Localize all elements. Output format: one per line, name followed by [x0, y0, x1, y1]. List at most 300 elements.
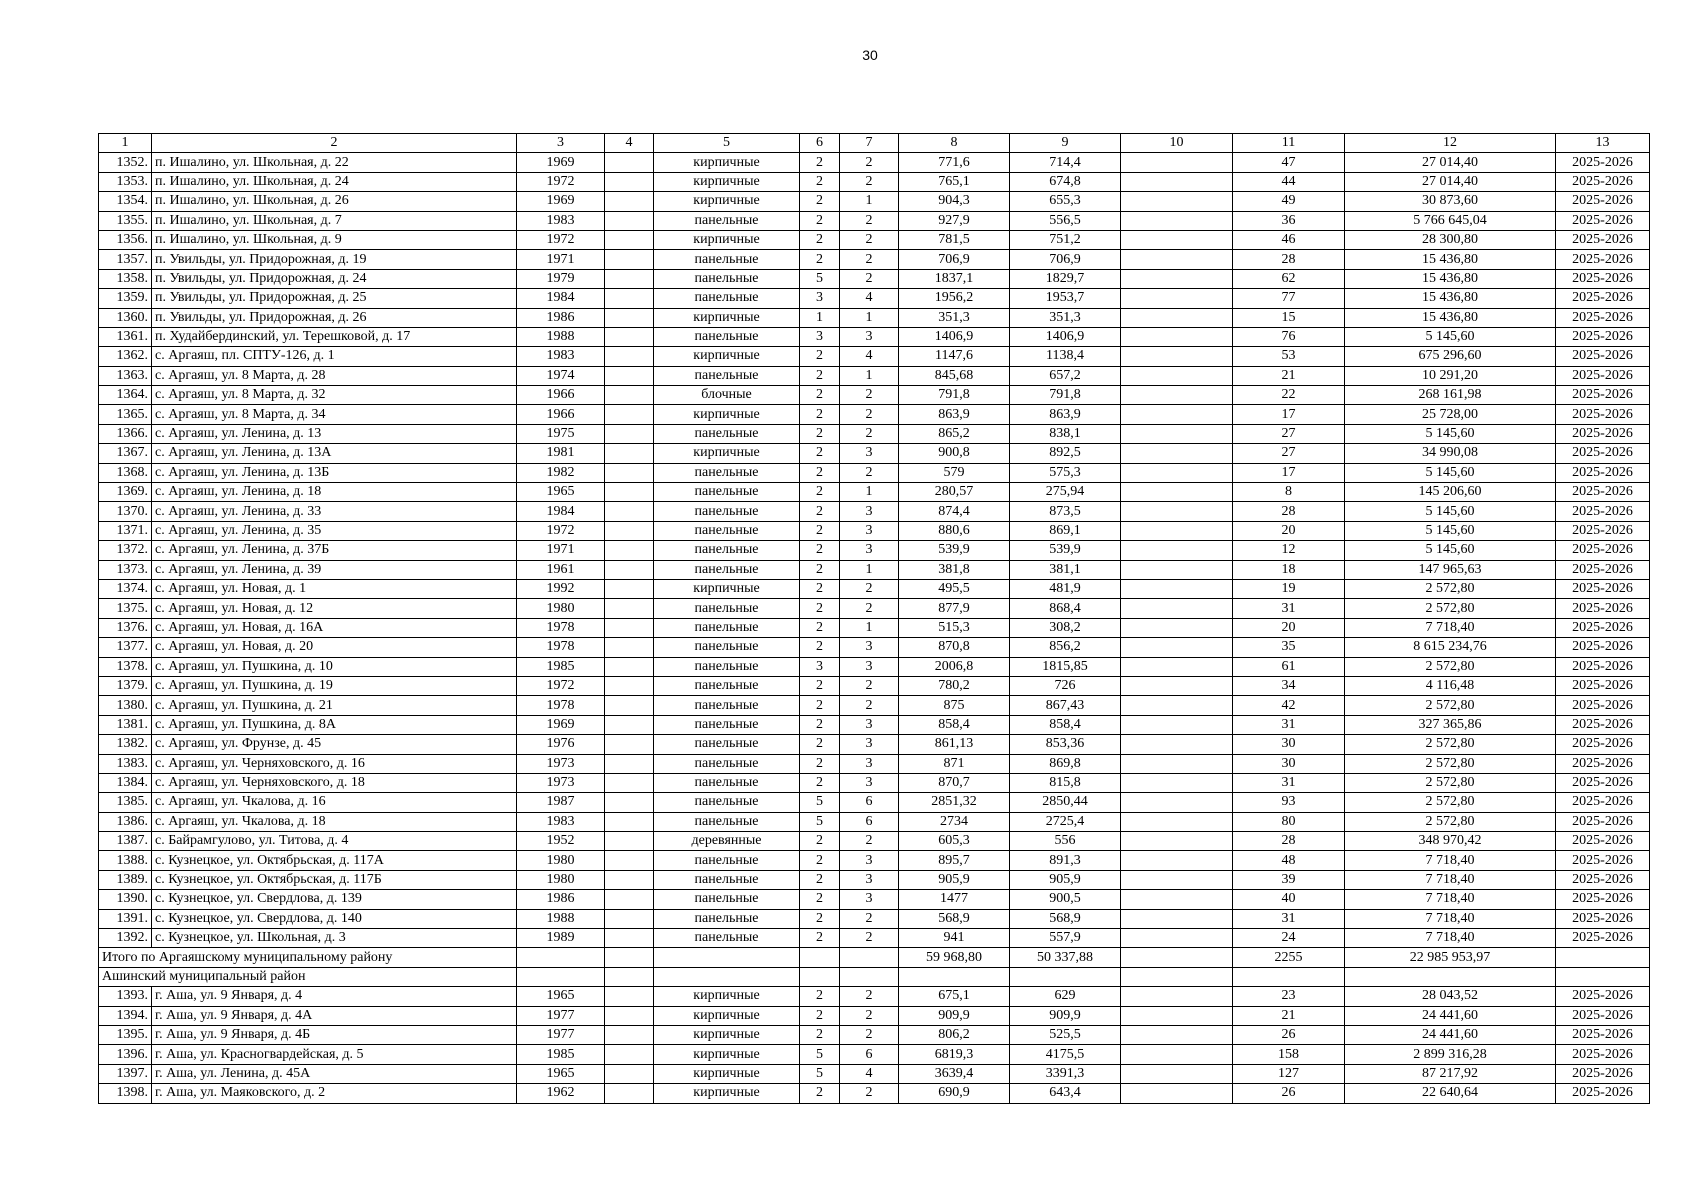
row-number-cell: 1361.	[99, 327, 152, 346]
living-area-cell: 481,9	[1010, 579, 1121, 598]
floors-cell: 3	[800, 289, 840, 308]
col10-cell	[1121, 832, 1233, 851]
cost-cell: 15 436,80	[1345, 289, 1556, 308]
floors-cell: 2	[800, 754, 840, 773]
period-cell: 2025-2026	[1556, 483, 1650, 502]
address-cell: г. Аша, ул. 9 Января, д. 4	[152, 987, 517, 1006]
cost-cell: 348 970,42	[1345, 832, 1556, 851]
period-cell: 2025-2026	[1556, 735, 1650, 754]
row-number-cell: 1383.	[99, 754, 152, 773]
address-cell: п. Увильды, ул. Придорожная, д. 24	[152, 269, 517, 288]
column-number-10: 10	[1121, 134, 1233, 153]
wall-material-cell: панельные	[654, 676, 800, 695]
total-area-cell: 280,57	[899, 483, 1010, 502]
col4-cell	[605, 618, 654, 637]
residents-cell: 19	[1233, 579, 1345, 598]
floors-cell: 3	[800, 327, 840, 346]
total-area-cell: 780,2	[899, 676, 1010, 695]
address-cell: с. Кузнецкое, ул. Октябрьская, д. 117А	[152, 851, 517, 870]
living-area-cell: 275,94	[1010, 483, 1121, 502]
col4-cell	[605, 851, 654, 870]
table-row	[99, 560, 1650, 579]
total-area-cell: 927,9	[899, 211, 1010, 230]
col4-cell	[605, 308, 654, 327]
row-number-cell: 1391.	[99, 909, 152, 928]
total-area-cell: 6819,3	[899, 1045, 1010, 1064]
row-number-cell: 1352.	[99, 153, 152, 172]
living-area-cell: 657,2	[1010, 366, 1121, 385]
wall-material-cell: кирпичные	[654, 347, 800, 366]
year-built-cell: 1971	[517, 250, 605, 269]
living-area-cell: 856,2	[1010, 638, 1121, 657]
total-area-cell: 675,1	[899, 987, 1010, 1006]
row-number-cell: 1380.	[99, 696, 152, 715]
col10-cell	[1121, 618, 1233, 637]
col10-cell	[1121, 541, 1233, 560]
address-cell: г. Аша, ул. Ленина, д. 45А	[152, 1064, 517, 1083]
floors-cell: 5	[800, 812, 840, 831]
wall-material-cell: панельные	[654, 618, 800, 637]
residents-cell: 53	[1233, 347, 1345, 366]
address-cell: с. Аргаяш, ул. Пушкина, д. 10	[152, 657, 517, 676]
empty-cell	[654, 967, 800, 986]
wall-material-cell: панельные	[654, 715, 800, 734]
col4-cell	[605, 1045, 654, 1064]
entrances-cell: 3	[840, 715, 899, 734]
row-number-cell: 1358.	[99, 269, 152, 288]
address-cell: с. Аргаяш, ул. Черняховского, д. 18	[152, 773, 517, 792]
cost-cell: 5 145,60	[1345, 327, 1556, 346]
year-built-cell: 1983	[517, 211, 605, 230]
address-cell: п. Худайбердинский, ул. Терешковой, д. 17	[152, 327, 517, 346]
col10-cell	[1121, 638, 1233, 657]
col4-cell	[605, 483, 654, 502]
row-number-cell: 1362.	[99, 347, 152, 366]
wall-material-cell: панельные	[654, 657, 800, 676]
total-area-cell: 870,8	[899, 638, 1010, 657]
cost-cell: 7 718,40	[1345, 618, 1556, 637]
row-number-cell: 1397.	[99, 1064, 152, 1083]
year-built-cell: 1988	[517, 327, 605, 346]
living-area-cell: 714,4	[1010, 153, 1121, 172]
period-cell: 2025-2026	[1556, 676, 1650, 695]
column-number-12: 12	[1345, 134, 1556, 153]
entrances-cell: 2	[840, 211, 899, 230]
col4-cell	[605, 793, 654, 812]
table-body	[99, 153, 1650, 1103]
wall-material-cell: кирпичные	[654, 579, 800, 598]
row-number-cell: 1370.	[99, 502, 152, 521]
col4-cell	[605, 599, 654, 618]
cost-cell: 5 145,60	[1345, 463, 1556, 482]
col4-cell	[605, 579, 654, 598]
entrances-cell: 2	[840, 909, 899, 928]
residents-cell: 35	[1233, 638, 1345, 657]
row-number-cell: 1386.	[99, 812, 152, 831]
row-number-cell: 1377.	[99, 638, 152, 657]
entrances-cell: 6	[840, 812, 899, 831]
entrances-cell: 3	[840, 890, 899, 909]
wall-material-cell: панельные	[654, 754, 800, 773]
row-number-cell: 1378.	[99, 657, 152, 676]
residents-cell: 15	[1233, 308, 1345, 327]
address-cell: г. Аша, ул. 9 Января, д. 4А	[152, 1006, 517, 1025]
col4-cell	[605, 657, 654, 676]
floors-cell: 2	[800, 230, 840, 249]
cost-cell: 5 145,60	[1345, 541, 1556, 560]
col10-cell	[1121, 289, 1233, 308]
col10-cell	[1121, 1025, 1233, 1044]
col4-cell	[605, 153, 654, 172]
section-title: Ашинский муниципальный район	[99, 967, 517, 986]
wall-material-cell: панельные	[654, 366, 800, 385]
wall-material-cell: блочные	[654, 386, 800, 405]
wall-material-cell: панельные	[654, 521, 800, 540]
row-number-cell: 1379.	[99, 676, 152, 695]
residents-cell: 26	[1233, 1025, 1345, 1044]
entrances-cell: 2	[840, 832, 899, 851]
floors-cell: 2	[800, 405, 840, 424]
wall-material-cell: панельные	[654, 929, 800, 948]
wall-material-cell: панельные	[654, 327, 800, 346]
row-number-cell: 1368.	[99, 463, 152, 482]
year-built-cell: 1973	[517, 773, 605, 792]
col10-cell	[1121, 502, 1233, 521]
total-area-cell: 771,6	[899, 153, 1010, 172]
year-built-cell: 1980	[517, 851, 605, 870]
wall-material-cell: кирпичные	[654, 1025, 800, 1044]
table-row	[99, 618, 1650, 637]
address-cell: с. Аргаяш, ул. 8 Марта, д. 34	[152, 405, 517, 424]
page-number: 30	[862, 47, 878, 63]
table-row	[99, 172, 1650, 191]
total-row	[99, 948, 1650, 967]
col4-cell	[605, 832, 654, 851]
section-row	[99, 967, 1650, 986]
floors-cell: 2	[800, 735, 840, 754]
floors-cell: 2	[800, 560, 840, 579]
address-cell: г. Аша, ул. 9 Января, д. 4Б	[152, 1025, 517, 1044]
col4-cell	[605, 715, 654, 734]
col4-cell	[605, 250, 654, 269]
empty-cell	[899, 967, 1010, 986]
year-built-cell: 1984	[517, 502, 605, 521]
col4-cell	[605, 560, 654, 579]
period-cell: 2025-2026	[1556, 463, 1650, 482]
living-area-cell: 525,5	[1010, 1025, 1121, 1044]
buildings-register-table	[98, 133, 1650, 1104]
address-cell: с. Кузнецкое, ул. Свердлова, д. 140	[152, 909, 517, 928]
address-cell: с. Аргаяш, ул. 8 Марта, д. 28	[152, 366, 517, 385]
wall-material-cell: панельные	[654, 909, 800, 928]
residents-cell: 47	[1233, 153, 1345, 172]
col4-cell	[605, 929, 654, 948]
column-number-8: 8	[899, 134, 1010, 153]
table-row	[99, 735, 1650, 754]
floors-cell: 2	[800, 424, 840, 443]
row-number-cell: 1359.	[99, 289, 152, 308]
total-area-cell: 1477	[899, 890, 1010, 909]
wall-material-cell: панельные	[654, 211, 800, 230]
table-row	[99, 250, 1650, 269]
residents-cell: 34	[1233, 676, 1345, 695]
empty-cell	[1121, 967, 1233, 986]
wall-material-cell: кирпичные	[654, 987, 800, 1006]
period-cell: 2025-2026	[1556, 851, 1650, 870]
table-row	[99, 657, 1650, 676]
cost-cell: 2 572,80	[1345, 657, 1556, 676]
col4-cell	[605, 676, 654, 695]
year-built-cell: 1972	[517, 230, 605, 249]
residents-cell: 76	[1233, 327, 1345, 346]
floors-cell: 2	[800, 502, 840, 521]
period-cell: 2025-2026	[1556, 599, 1650, 618]
address-cell: п. Ишалино, ул. Школьная, д. 22	[152, 153, 517, 172]
address-cell: с. Аргаяш, ул. Чкалова, д. 18	[152, 812, 517, 831]
cost-cell: 7 718,40	[1345, 929, 1556, 948]
col10-cell	[1121, 366, 1233, 385]
living-area-cell: 838,1	[1010, 424, 1121, 443]
period-cell: 2025-2026	[1556, 192, 1650, 211]
cost-cell: 675 296,60	[1345, 347, 1556, 366]
entrances-cell: 4	[840, 1064, 899, 1083]
table-row	[99, 366, 1650, 385]
cost-cell: 24 441,60	[1345, 1006, 1556, 1025]
col4-cell	[605, 230, 654, 249]
cost-cell: 7 718,40	[1345, 870, 1556, 889]
total-area-cell: 1406,9	[899, 327, 1010, 346]
row-number-cell: 1374.	[99, 579, 152, 598]
wall-material-cell: панельные	[654, 541, 800, 560]
living-area-cell: 655,3	[1010, 192, 1121, 211]
address-cell: с. Аргаяш, ул. Пушкина, д. 8А	[152, 715, 517, 734]
floors-cell: 2	[800, 463, 840, 482]
entrances-cell: 2	[840, 599, 899, 618]
period-cell: 2025-2026	[1556, 812, 1650, 831]
address-cell: п. Ишалино, ул. Школьная, д. 24	[152, 172, 517, 191]
year-built-cell: 1988	[517, 909, 605, 928]
col10-cell	[1121, 987, 1233, 1006]
col10-cell	[1121, 424, 1233, 443]
table-row	[99, 812, 1650, 831]
residents-cell: 26	[1233, 1084, 1345, 1103]
wall-material-cell: кирпичные	[654, 405, 800, 424]
year-built-cell: 1966	[517, 386, 605, 405]
entrances-cell: 2	[840, 424, 899, 443]
empty-cell	[1556, 967, 1650, 986]
column-number-5: 5	[654, 134, 800, 153]
total-area-cell: 900,8	[899, 444, 1010, 463]
row-number-cell: 1384.	[99, 773, 152, 792]
living-area-cell: 1138,4	[1010, 347, 1121, 366]
floors-cell: 2	[800, 1025, 840, 1044]
address-cell: п. Ишалино, ул. Школьная, д. 9	[152, 230, 517, 249]
table-row	[99, 676, 1650, 695]
year-built-cell: 1980	[517, 599, 605, 618]
col10-cell	[1121, 773, 1233, 792]
table-row	[99, 521, 1650, 540]
period-cell: 2025-2026	[1556, 366, 1650, 385]
cost-cell: 2 572,80	[1345, 579, 1556, 598]
period-cell: 2025-2026	[1556, 1084, 1650, 1103]
total-area-cell: 1956,2	[899, 289, 1010, 308]
residents-cell: 21	[1233, 366, 1345, 385]
wall-material-cell: кирпичные	[654, 1064, 800, 1083]
col10-cell	[1121, 676, 1233, 695]
living-area-cell: 556	[1010, 832, 1121, 851]
entrances-cell: 4	[840, 289, 899, 308]
address-cell: с. Аргаяш, ул. Ленина, д. 13	[152, 424, 517, 443]
period-cell: 2025-2026	[1556, 754, 1650, 773]
floors-cell: 2	[800, 618, 840, 637]
floors-cell: 2	[800, 599, 840, 618]
col10-cell	[1121, 308, 1233, 327]
address-cell: с. Аргаяш, ул. Чкалова, д. 16	[152, 793, 517, 812]
row-number-cell: 1388.	[99, 851, 152, 870]
cost-cell: 27 014,40	[1345, 172, 1556, 191]
address-cell: с. Аргаяш, ул. Ленина, д. 37Б	[152, 541, 517, 560]
living-area-cell: 853,36	[1010, 735, 1121, 754]
total-area-cell: 351,3	[899, 308, 1010, 327]
wall-material-cell: кирпичные	[654, 1084, 800, 1103]
year-built-cell: 1985	[517, 1045, 605, 1064]
total-area-cell: 877,9	[899, 599, 1010, 618]
wall-material-cell: панельные	[654, 502, 800, 521]
living-area-cell: 629	[1010, 987, 1121, 1006]
row-number-cell: 1385.	[99, 793, 152, 812]
year-built-cell: 1965	[517, 1064, 605, 1083]
period-cell: 2025-2026	[1556, 289, 1650, 308]
year-built-cell: 1975	[517, 424, 605, 443]
col10-cell	[1121, 463, 1233, 482]
total-period-cell	[1556, 948, 1650, 967]
total-area-cell: 706,9	[899, 250, 1010, 269]
year-built-cell: 1965	[517, 483, 605, 502]
living-area-cell: 308,2	[1010, 618, 1121, 637]
residents-cell: 77	[1233, 289, 1345, 308]
cost-cell: 268 161,98	[1345, 386, 1556, 405]
address-cell: с. Аргаяш, ул. Ленина, д. 13Б	[152, 463, 517, 482]
period-cell: 2025-2026	[1556, 327, 1650, 346]
living-area-cell: 1953,7	[1010, 289, 1121, 308]
address-cell: с. Аргаяш, ул. Ленина, д. 13А	[152, 444, 517, 463]
cost-cell: 24 441,60	[1345, 1025, 1556, 1044]
col4-cell	[605, 1064, 654, 1083]
cost-cell: 2 572,80	[1345, 812, 1556, 831]
col4-cell	[605, 424, 654, 443]
col10-cell	[1121, 715, 1233, 734]
period-cell: 2025-2026	[1556, 890, 1650, 909]
residents-cell: 40	[1233, 890, 1345, 909]
period-cell: 2025-2026	[1556, 386, 1650, 405]
year-built-cell: 1977	[517, 1006, 605, 1025]
row-number-cell: 1372.	[99, 541, 152, 560]
residents-cell: 158	[1233, 1045, 1345, 1064]
floors-cell: 2	[800, 832, 840, 851]
row-number-cell: 1393.	[99, 987, 152, 1006]
entrances-cell: 6	[840, 1045, 899, 1064]
total-area-cell: 880,6	[899, 521, 1010, 540]
total-area-cell: 865,2	[899, 424, 1010, 443]
total-year-built-cell	[517, 948, 605, 967]
floors-cell: 2	[800, 909, 840, 928]
year-built-cell: 1976	[517, 735, 605, 754]
total-residents-cell: 2255	[1233, 948, 1345, 967]
total-area-cell: 605,3	[899, 832, 1010, 851]
table-row	[99, 1064, 1650, 1083]
total-area-cell: 941	[899, 929, 1010, 948]
address-cell: г. Аша, ул. Красногвардейская, д. 5	[152, 1045, 517, 1064]
table-row	[99, 1084, 1650, 1103]
cost-cell: 2 572,80	[1345, 754, 1556, 773]
table-row	[99, 444, 1650, 463]
empty-cell	[517, 967, 605, 986]
col4-cell	[605, 327, 654, 346]
col10-cell	[1121, 347, 1233, 366]
wall-material-cell: панельные	[654, 250, 800, 269]
period-cell: 2025-2026	[1556, 832, 1650, 851]
floors-cell: 2	[800, 386, 840, 405]
living-area-cell: 1829,7	[1010, 269, 1121, 288]
empty-cell	[840, 967, 899, 986]
floors-cell: 2	[800, 851, 840, 870]
period-cell: 2025-2026	[1556, 172, 1650, 191]
wall-material-cell: деревянные	[654, 832, 800, 851]
total-area-cell: 904,3	[899, 192, 1010, 211]
residents-cell: 80	[1233, 812, 1345, 831]
total-floors-cell	[800, 948, 840, 967]
cost-cell: 15 436,80	[1345, 269, 1556, 288]
year-built-cell: 1969	[517, 715, 605, 734]
total-label: Итого по Аргаяшскому муниципальному району	[99, 948, 517, 967]
residents-cell: 48	[1233, 851, 1345, 870]
col4-cell	[605, 696, 654, 715]
table-row	[99, 347, 1650, 366]
entrances-cell: 2	[840, 386, 899, 405]
address-cell: с. Аргаяш, ул. Пушкина, д. 21	[152, 696, 517, 715]
address-cell: п. Ишалино, ул. Школьная, д. 26	[152, 192, 517, 211]
entrances-cell: 2	[840, 1025, 899, 1044]
row-number-cell: 1354.	[99, 192, 152, 211]
residents-cell: 42	[1233, 696, 1345, 715]
address-cell: п. Ишалино, ул. Школьная, д. 7	[152, 211, 517, 230]
living-area-cell: 706,9	[1010, 250, 1121, 269]
living-area-cell: 4175,5	[1010, 1045, 1121, 1064]
year-built-cell: 1992	[517, 579, 605, 598]
period-cell: 2025-2026	[1556, 657, 1650, 676]
cost-cell: 5 766 645,04	[1345, 211, 1556, 230]
entrances-cell: 3	[840, 851, 899, 870]
floors-cell: 2	[800, 929, 840, 948]
year-built-cell: 1986	[517, 308, 605, 327]
total-wall-material-cell	[654, 948, 800, 967]
residents-cell: 30	[1233, 754, 1345, 773]
entrances-cell: 3	[840, 541, 899, 560]
floors-cell: 2	[800, 172, 840, 191]
living-area-cell: 909,9	[1010, 1006, 1121, 1025]
table-row	[99, 929, 1650, 948]
entrances-cell: 3	[840, 502, 899, 521]
year-built-cell: 1981	[517, 444, 605, 463]
period-cell: 2025-2026	[1556, 424, 1650, 443]
living-area-cell: 643,4	[1010, 1084, 1121, 1103]
col4-cell	[605, 172, 654, 191]
living-area-cell: 2850,44	[1010, 793, 1121, 812]
total-area-cell: 495,5	[899, 579, 1010, 598]
col4-cell	[605, 890, 654, 909]
wall-material-cell: кирпичные	[654, 308, 800, 327]
entrances-cell: 3	[840, 521, 899, 540]
